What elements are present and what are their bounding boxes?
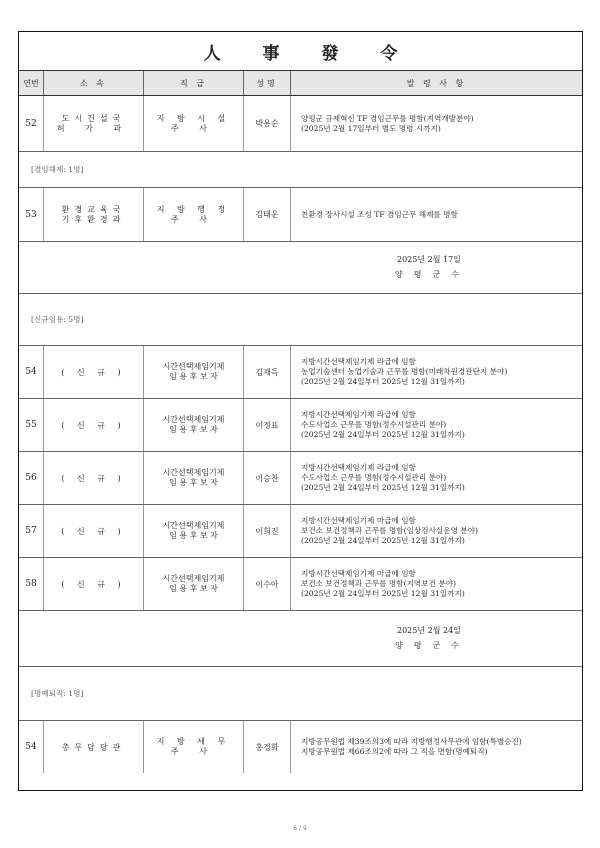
affiliation-cell bbox=[44, 188, 144, 241]
order-details bbox=[291, 188, 582, 241]
row-number: 54 bbox=[19, 346, 44, 398]
table-row bbox=[19, 505, 582, 558]
detail-line: (2025년 2월 24일부터 2025년 12월 31일까지) bbox=[301, 377, 465, 386]
affiliation-line: 허 가 과 bbox=[56, 123, 131, 133]
position-line: 지 방 행 정 bbox=[156, 204, 231, 214]
table-row bbox=[19, 188, 582, 242]
signoff-date: 2025년 2월 24일 bbox=[397, 626, 461, 635]
detail-line: 지방시간선택제임기제 라급에 임함 bbox=[301, 463, 416, 472]
affiliation-line: 기후환경과 bbox=[61, 214, 126, 224]
detail-line: 지방시간선택제임기제 라급에 임함 bbox=[301, 410, 416, 419]
detail-line: (2025년 2월 17일부터 별도 명령 시까지) bbox=[301, 123, 441, 133]
person-name: 이희진 bbox=[244, 505, 291, 557]
order-details bbox=[291, 505, 582, 557]
person-name: 이승찬 bbox=[244, 452, 291, 504]
row-number: 58 bbox=[19, 558, 44, 610]
section-label-retire: [명예퇴직: 1명] bbox=[19, 667, 582, 721]
affiliation-line: ( 신 규 ) bbox=[61, 473, 126, 483]
personnel-order-sheet bbox=[18, 31, 583, 791]
affiliation-cell bbox=[44, 721, 144, 773]
header-no: 연번 bbox=[19, 71, 44, 95]
order-details bbox=[291, 96, 582, 151]
position-line: 임 용 후 보 자 bbox=[169, 372, 218, 381]
order-details bbox=[291, 346, 582, 398]
detail-line: 친환경 장사시설 조성 TF 겸임근무 해제를 명함 bbox=[301, 209, 458, 219]
person-name: 박용순 bbox=[244, 96, 291, 151]
person-name: 김재득 bbox=[244, 346, 291, 398]
table-header bbox=[19, 71, 582, 96]
position-line: 주 사 bbox=[171, 214, 216, 224]
table-row bbox=[19, 96, 582, 152]
position-cell bbox=[144, 452, 244, 504]
table-row bbox=[19, 721, 582, 773]
position-line: 시간선택제임기제 bbox=[162, 362, 225, 371]
signoff-authority: 양평군수 bbox=[395, 641, 470, 650]
header-position: 직 급 bbox=[144, 71, 244, 95]
position-line: 주 사 bbox=[171, 747, 216, 756]
signoff-authority: 양평군수 bbox=[395, 270, 470, 279]
section-label-release: [겸임해제: 1명] bbox=[19, 152, 582, 188]
position-cell bbox=[144, 721, 244, 773]
signoff-block bbox=[19, 611, 582, 667]
position-cell bbox=[144, 96, 244, 151]
table-row bbox=[19, 558, 582, 611]
position-line: 시간선택제임기제 bbox=[162, 415, 225, 424]
affiliation-cell bbox=[44, 96, 144, 151]
page-title: 人 事 發 令 bbox=[203, 43, 416, 64]
person-name: 이정표 bbox=[244, 399, 291, 451]
affiliation-cell bbox=[44, 452, 144, 504]
signoff-block bbox=[19, 242, 582, 294]
row-number: 55 bbox=[19, 399, 44, 451]
affiliation-line: ( 신 규 ) bbox=[61, 367, 126, 377]
position-line: 시간선택제임기제 bbox=[162, 468, 225, 477]
affiliation-line: ( 신 규 ) bbox=[61, 420, 126, 430]
position-line: 임 용 후 보 자 bbox=[169, 531, 218, 540]
affiliation-line: 도시건설국 bbox=[61, 113, 126, 123]
person-name: 홍경화 bbox=[244, 721, 291, 773]
person-name: 김태운 bbox=[244, 188, 291, 241]
detail-line: 수도사업소 근무를 명함(정수시설관리 분야) bbox=[301, 473, 447, 482]
detail-line: 지방공무원법 제66조의2에 따라 그 직을 면함(명예퇴직) bbox=[301, 747, 488, 756]
person-name: 이수아 bbox=[244, 558, 291, 610]
affiliation-cell bbox=[44, 558, 144, 610]
position-cell bbox=[144, 346, 244, 398]
detail-line: (2025년 2월 24일부터 2025년 12월 31일까지) bbox=[301, 589, 465, 598]
table-row bbox=[19, 346, 582, 399]
position-cell bbox=[144, 188, 244, 241]
affiliation-cell bbox=[44, 505, 144, 557]
order-details bbox=[291, 452, 582, 504]
order-details bbox=[291, 399, 582, 451]
affiliation-cell bbox=[44, 346, 144, 398]
header-affiliation: 소 속 bbox=[44, 71, 144, 95]
position-line: 시간선택제임기제 bbox=[162, 521, 225, 530]
detail-line: 지방시간선택제임기제 마급에 임함 bbox=[301, 516, 416, 525]
detail-line: 보건소 보건정책과 근무를 명함(임상검사실운영 분야) bbox=[301, 526, 478, 535]
position-cell bbox=[144, 505, 244, 557]
row-number: 54 bbox=[19, 721, 44, 773]
header-details: 발 령 사 항 bbox=[406, 78, 467, 88]
detail-line: 농업기술센터 농업기술과 근무를 명함(미래차원경관단지 분야) bbox=[301, 367, 508, 376]
detail-line: 수도사업소 근무를 명함(정수시설관리 분야) bbox=[301, 420, 447, 429]
detail-line: 지방공무원법 제39조의3에 따라 지방행정사무관에 임함(특별승진) bbox=[301, 737, 522, 746]
page-number: 6 / 9 bbox=[293, 825, 307, 832]
affiliation-cell bbox=[44, 399, 144, 451]
detail-line: 보건소 보건정책과 근무를 명함(지역보건 분야) bbox=[301, 579, 456, 588]
detail-line: 지방시간선택제임기제 라급에 임함 bbox=[301, 357, 416, 366]
title-row bbox=[19, 32, 582, 71]
new-hire-rows bbox=[19, 346, 582, 611]
signoff-date: 2025년 2월 17일 bbox=[397, 255, 461, 264]
affiliation-line: ( 신 규 ) bbox=[61, 579, 126, 589]
order-details bbox=[291, 558, 582, 610]
position-line: 임 용 후 보 자 bbox=[169, 425, 218, 434]
detail-line: 지방시간선택제임기제 마급에 임함 bbox=[301, 569, 416, 578]
affiliation-line: 총무담당관 bbox=[61, 742, 126, 752]
detail-line: (2025년 2월 24일부터 2025년 12월 31일까지) bbox=[301, 430, 465, 439]
position-line: 임 용 후 보 자 bbox=[169, 584, 218, 593]
row-number: 57 bbox=[19, 505, 44, 557]
row-number: 56 bbox=[19, 452, 44, 504]
position-line: 시간선택제임기제 bbox=[162, 574, 225, 583]
section-label-new: [신규임용: 5명] bbox=[19, 294, 582, 346]
position-line: 주 사 bbox=[171, 123, 216, 133]
position-line: 지 방 세 무 bbox=[156, 737, 231, 746]
position-line: 지 방 시 설 bbox=[156, 113, 231, 123]
detail-line: (2025년 2월 24일부터 2025년 12월 31일까지) bbox=[301, 536, 465, 545]
row-number: 53 bbox=[19, 188, 44, 241]
table-row bbox=[19, 452, 582, 505]
position-cell bbox=[144, 558, 244, 610]
order-details bbox=[291, 721, 582, 773]
position-line: 임 용 후 보 자 bbox=[169, 478, 218, 487]
header-name: 성명 bbox=[244, 71, 291, 95]
detail-line: 양평군 규제혁신 TF 겸임근무를 명함(지역개발분야) bbox=[301, 113, 474, 123]
affiliation-line: ( 신 규 ) bbox=[61, 526, 126, 536]
table-row bbox=[19, 399, 582, 452]
detail-line: (2025년 2월 24일부터 2025년 12월 31일까지) bbox=[301, 483, 465, 492]
position-cell bbox=[144, 399, 244, 451]
affiliation-line: 환경교육국 bbox=[61, 204, 126, 214]
row-number: 52 bbox=[19, 96, 44, 151]
